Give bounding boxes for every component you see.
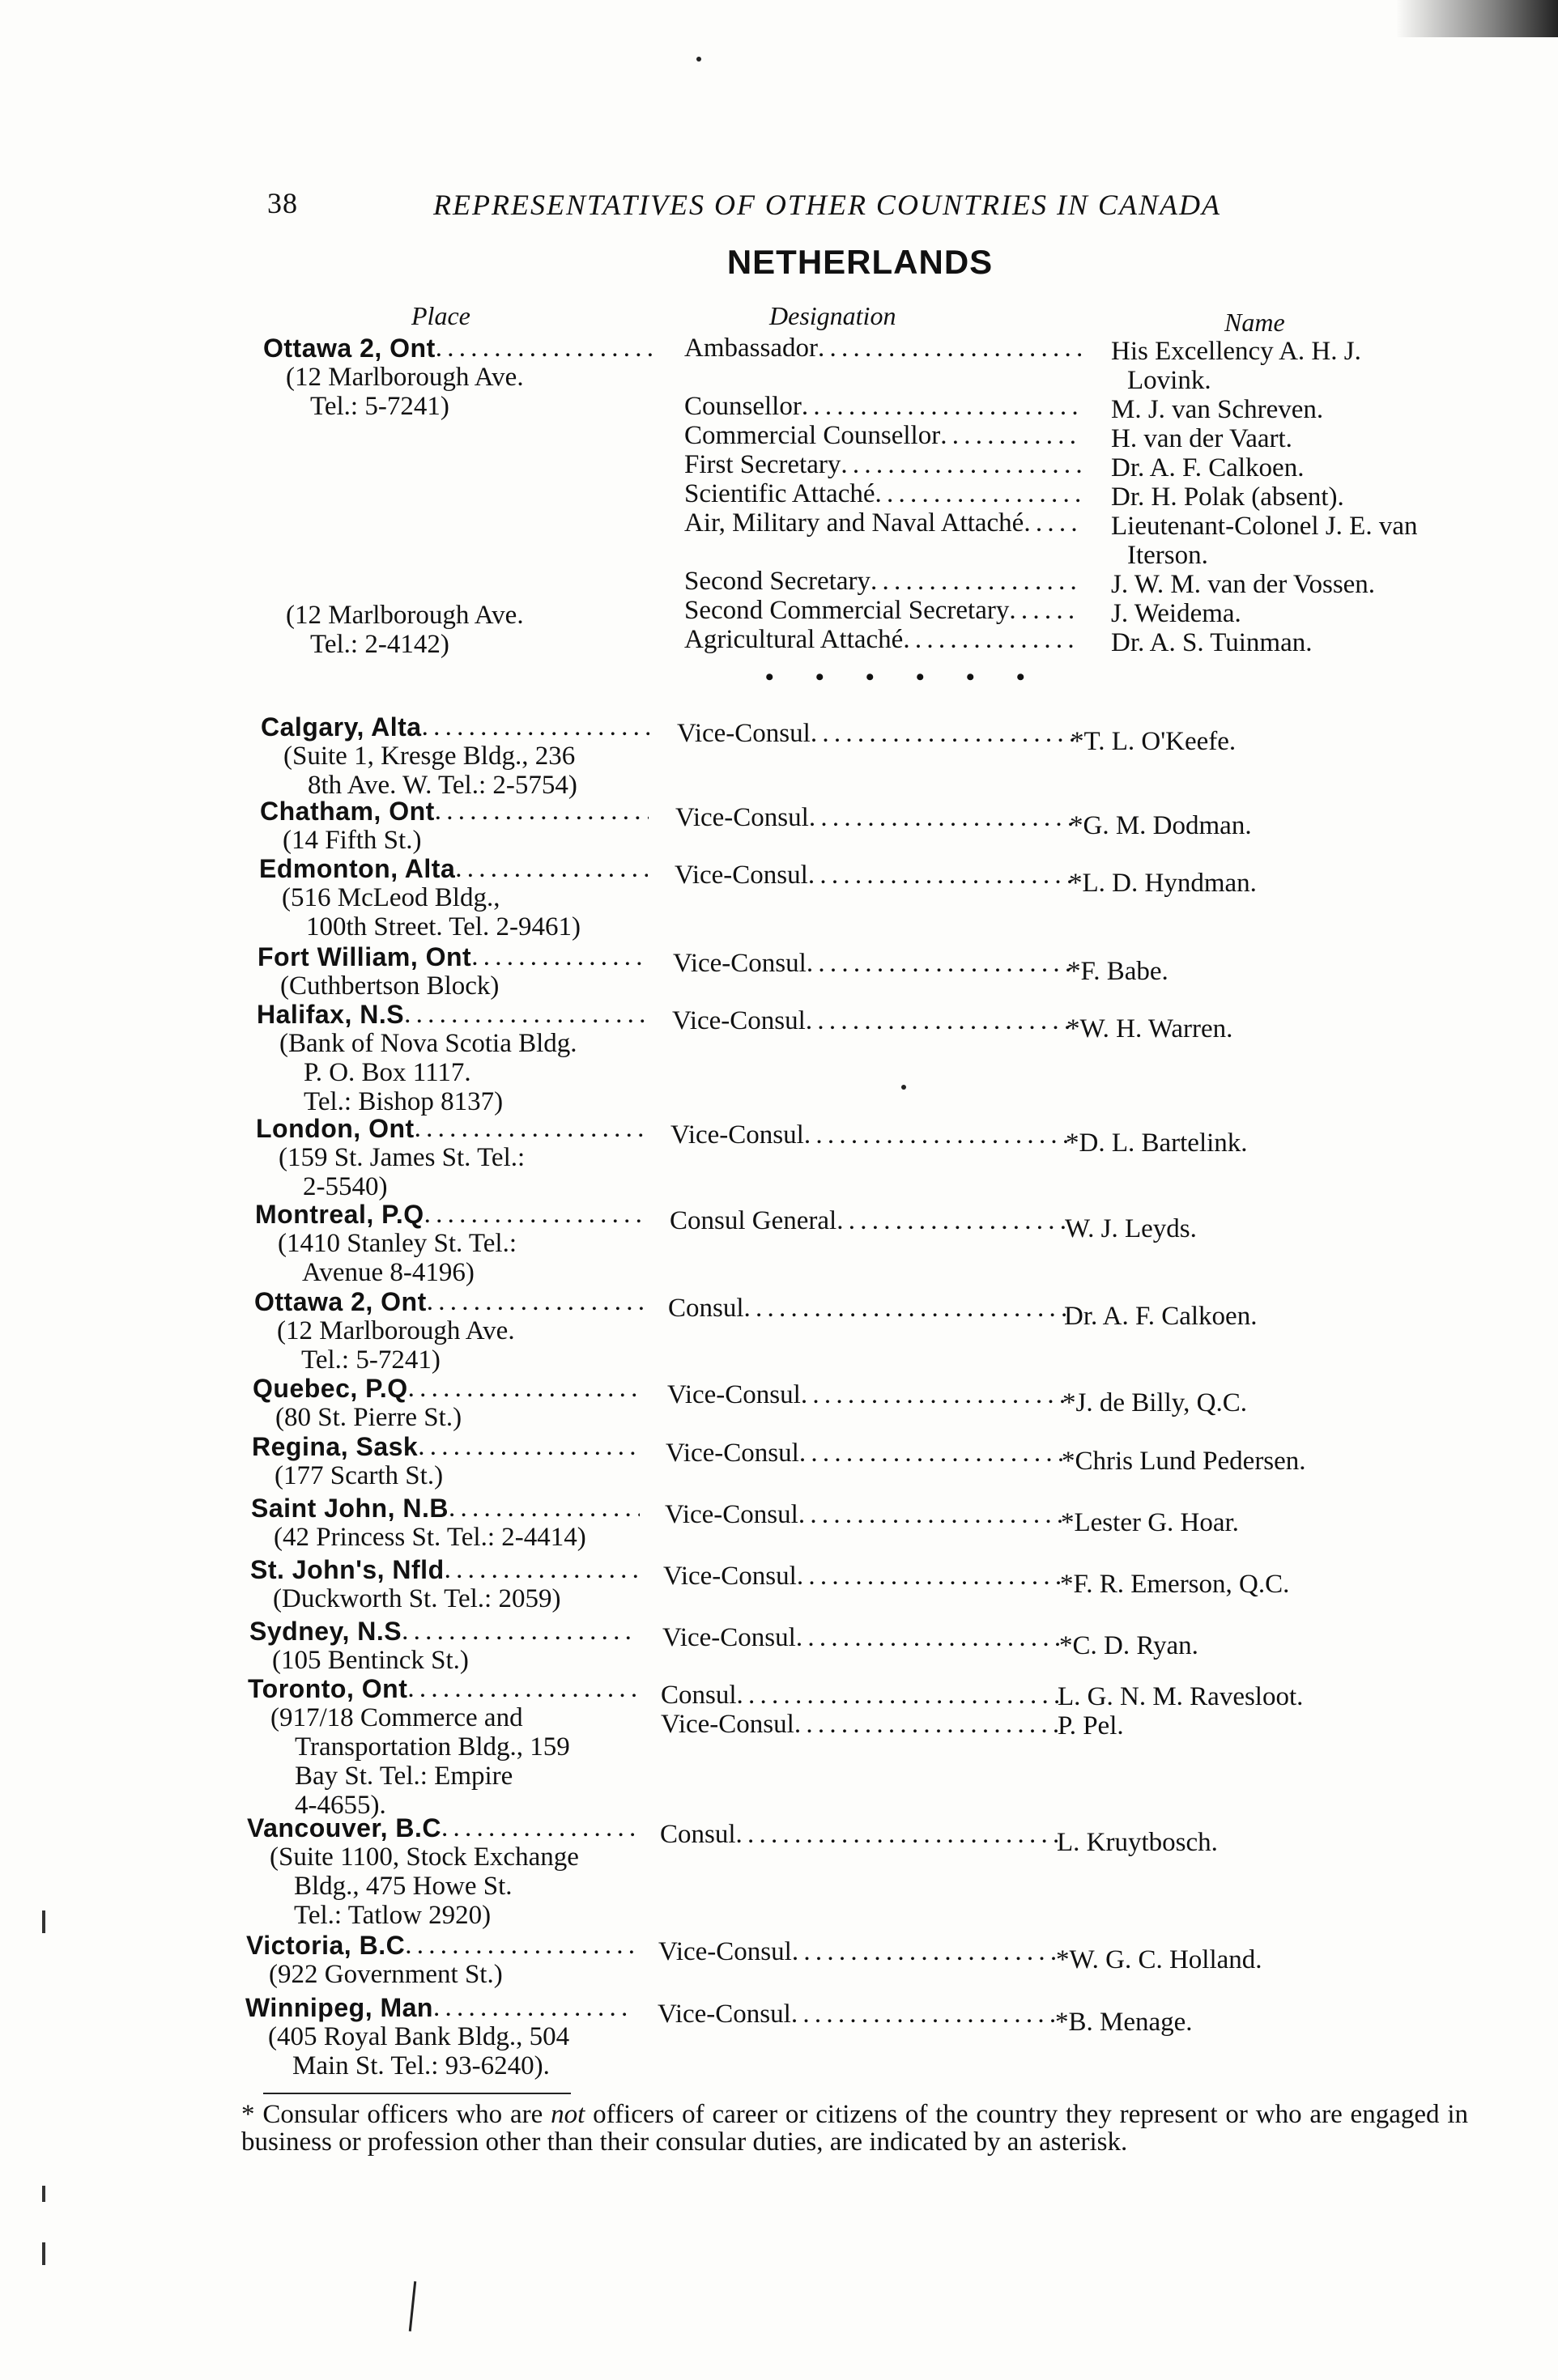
address-line: Tel.: 2-4142) xyxy=(310,630,449,659)
place-line-text: Ottawa 2, Ont xyxy=(254,1287,427,1316)
designation-line xyxy=(665,1500,1066,1529)
address-line: 4-4655). xyxy=(295,1791,386,1820)
name-line: L. Kruytbosch. xyxy=(1057,1828,1218,1857)
designation-line-text: Vice-Consul xyxy=(675,861,808,890)
name-line: *W. H. Warren. xyxy=(1066,1014,1233,1043)
page-number: 38 xyxy=(267,187,298,219)
place-line xyxy=(246,1931,635,1960)
designation-line-text: Counsellor xyxy=(684,392,802,421)
consulate-designation xyxy=(675,861,1072,890)
consulate-designation xyxy=(658,1937,1062,1966)
designation-line-text: Vice-Consul xyxy=(658,1937,792,1966)
consulate-place xyxy=(253,1374,641,1432)
address-line: P. O. Box 1117. xyxy=(304,1058,471,1087)
name-line: J. Weidema. xyxy=(1111,599,1241,628)
place-line-text: St. John's, Nfld xyxy=(250,1555,445,1584)
designation-line xyxy=(666,1439,1066,1468)
consulate-place xyxy=(245,1993,634,2080)
designation-line-text: Vice-Consul xyxy=(667,1380,801,1409)
address-line: Bay St. Tel.: Empire xyxy=(295,1762,513,1791)
name-line: *L. D. Hyndman. xyxy=(1069,869,1257,898)
consulate-designation xyxy=(665,1500,1066,1529)
place-line xyxy=(261,712,649,742)
consulate-place xyxy=(250,1555,639,1613)
address-line: (516 McLeod Bldg., xyxy=(282,883,500,912)
consulate-place xyxy=(255,1200,644,1287)
consulate-name xyxy=(1059,1631,1480,1660)
consulate-designation xyxy=(662,1623,1064,1652)
staff-designation xyxy=(684,392,1081,421)
staff-name xyxy=(1111,424,1532,453)
consulate-designation xyxy=(667,1380,1067,1409)
consulate-name xyxy=(1067,957,1488,986)
name-line: *G. M. Dodman. xyxy=(1070,811,1252,840)
address-line: (80 St. Pierre St.) xyxy=(275,1403,462,1432)
consulate-designation xyxy=(677,719,1074,748)
name-line: *B. Menage. xyxy=(1055,2008,1193,2037)
place-line xyxy=(251,1494,640,1523)
consulate-name xyxy=(1062,1388,1484,1417)
address-line: (405 Royal Bank Bldg., 504 xyxy=(268,2022,570,2051)
name-line: H. van der Vaart. xyxy=(1111,424,1292,453)
consulate-name xyxy=(1057,1828,1478,1857)
consulate-designation xyxy=(663,1562,1065,1591)
name-line: *W. G. C. Holland. xyxy=(1056,1945,1262,1974)
designation-line xyxy=(662,1623,1064,1652)
address-line: (42 Princess St. Tel.: 2-4414) xyxy=(274,1523,586,1552)
place-line-text: Victoria, B.C xyxy=(246,1931,406,1960)
name-line: *D. L. Bartelink. xyxy=(1066,1128,1248,1158)
place-line-text: Toronto, Ont xyxy=(248,1674,408,1703)
consulate-designation xyxy=(660,1820,1062,1849)
address-line: (105 Bentinck St.) xyxy=(272,1646,469,1675)
consulate-place xyxy=(257,1000,645,1116)
place-line-text: Vancouver, B.C xyxy=(247,1813,441,1842)
designation-line xyxy=(670,1206,1069,1235)
place-line-text: Winnipeg, Man xyxy=(245,1993,433,2022)
designation-line xyxy=(667,1380,1067,1409)
consulate-name xyxy=(1062,1447,1483,1476)
staff-name xyxy=(1111,599,1532,628)
name-line: M. J. van Schreven. xyxy=(1111,395,1324,424)
address-line: (Duckworth St. Tel.: 2059) xyxy=(273,1584,561,1613)
staff-designation xyxy=(684,334,1081,363)
place-line xyxy=(260,797,649,826)
address-line: 2-5540) xyxy=(303,1172,388,1201)
footnote-rule xyxy=(263,2093,571,2094)
embassy-place xyxy=(263,334,652,421)
consulate-place xyxy=(261,712,649,800)
staff-designation xyxy=(684,625,1081,654)
address-line: Avenue 8-4196) xyxy=(302,1258,475,1287)
scan-edge-mark xyxy=(42,2186,45,2202)
consulate-name xyxy=(1056,1945,1477,1974)
consulate-name xyxy=(1071,727,1492,756)
scan-edge-mark xyxy=(42,2242,45,2265)
scan-speck xyxy=(901,1085,906,1090)
designation-line xyxy=(673,949,1071,978)
column-header-name: Name xyxy=(1224,308,1285,337)
scan-corner-mark xyxy=(1396,0,1558,37)
place-line-text: Quebec, P.Q xyxy=(253,1374,408,1403)
place-line: Ottawa 2, Ont . . . xyxy=(263,334,652,363)
designation-line-text: Vice-Consul xyxy=(658,2000,791,2029)
designation-line-text: Ambassador xyxy=(684,334,818,363)
consulate-place xyxy=(252,1432,641,1490)
address-line: Tel.: Tatlow 2920) xyxy=(294,1901,492,1930)
designation-line-text: Vice-Consul xyxy=(663,1562,797,1591)
place-line-text: Halifax, N.S xyxy=(257,1000,405,1029)
designation-line-text: Vice-Consul xyxy=(672,1006,806,1035)
name-line: W. J. Leyds. xyxy=(1065,1214,1197,1243)
address-line: (Suite 1, Kresge Bldg., 236 xyxy=(283,742,576,771)
staff-designation xyxy=(684,421,1081,450)
scan-speck xyxy=(696,57,701,62)
designation-line xyxy=(684,334,1081,363)
place-line xyxy=(258,942,646,971)
designation-line-text: Air, Military and Naval Attaché xyxy=(684,508,1024,538)
staff-name xyxy=(1111,570,1532,599)
address-line: (12 Marlborough Ave. xyxy=(286,363,524,392)
designation-line xyxy=(684,450,1081,479)
staff-designation xyxy=(684,567,1081,596)
staff-designation xyxy=(684,596,1081,625)
column-header-place: Place xyxy=(411,301,470,330)
designation-line-text: Consul General xyxy=(670,1206,837,1235)
designation-line-text: First Secretary xyxy=(684,450,841,479)
staff-name xyxy=(1111,512,1532,570)
staff-name xyxy=(1111,395,1532,424)
designation-line-text: Second Secretary xyxy=(684,567,871,596)
designation-line xyxy=(677,719,1074,748)
name-line: Dr. A. S. Tuinman. xyxy=(1111,628,1313,657)
consulate-name xyxy=(1065,1214,1486,1243)
consulate-designation xyxy=(658,2000,1061,2029)
name-line: *Lester G. Hoar. xyxy=(1061,1508,1239,1537)
name-line: Dr. A. F. Calkoen. xyxy=(1111,453,1305,482)
address-line: (159 St. James St. Tel.: xyxy=(279,1143,526,1172)
designation-line xyxy=(663,1562,1065,1591)
designation-line xyxy=(672,1006,1071,1035)
designation-line-text: Consul xyxy=(668,1294,744,1323)
consulate-name xyxy=(1060,1570,1481,1599)
designation-line xyxy=(675,803,1073,832)
consulate-name xyxy=(1069,869,1490,898)
section-separator: • • • • • • xyxy=(765,664,1043,691)
place-line xyxy=(248,1674,636,1703)
designation-line xyxy=(670,1120,1070,1150)
embassy-second-address xyxy=(263,601,652,659)
address-line: Tel.: 5-7241) xyxy=(301,1345,441,1375)
name-line: *Chris Lund Pedersen. xyxy=(1062,1447,1306,1476)
address-line: 8th Ave. W. Tel.: 2-5754) xyxy=(308,771,577,800)
footnote-emphasis: not xyxy=(551,2100,585,2129)
country-heading: NETHERLANDS xyxy=(726,243,994,281)
consulate-name xyxy=(1070,811,1491,840)
consulate-designation xyxy=(675,803,1073,832)
designation-line-text: Consul xyxy=(660,1820,736,1849)
running-title: REPRESENTATIVES OF OTHER COUNTRIES IN CANADA xyxy=(433,189,1221,221)
designation-line-text: Vice-Consul xyxy=(661,1710,794,1739)
address-line: (177 Scarth St.) xyxy=(275,1461,444,1490)
consulate-name xyxy=(1066,1014,1488,1043)
place-line xyxy=(245,1993,634,2022)
address-line: (Cuthbertson Block) xyxy=(280,971,500,1001)
address-line: (14 Fifth St.) xyxy=(283,826,422,855)
name-line: Dr. H. Polak (absent). xyxy=(1111,482,1344,512)
designation-line xyxy=(684,596,1081,625)
address-line: (922 Government St.) xyxy=(269,1960,503,1989)
place-line xyxy=(256,1114,645,1143)
designation-line-text: Second Commercial Secretary xyxy=(684,596,1010,625)
consulate-place xyxy=(260,797,649,855)
place-line xyxy=(250,1555,639,1584)
consulate-name xyxy=(1064,1302,1485,1331)
column-header-designation: Designation xyxy=(769,301,896,330)
designation-line-text: Vice-Consul xyxy=(666,1439,799,1468)
place-line-text: Montreal, P.Q xyxy=(255,1200,424,1229)
designation-line xyxy=(658,2000,1061,2029)
designation-line-text: Vice-Consul xyxy=(675,803,809,832)
consulate-place xyxy=(259,854,648,941)
address-line: (12 Marlborough Ave. xyxy=(286,601,524,630)
place-line-text: Calgary, Alta xyxy=(261,712,422,742)
address-line: (Bank of Nova Scotia Bldg. xyxy=(279,1029,577,1058)
consulate-name xyxy=(1066,1128,1487,1158)
address-line: Tel.: 5-7241) xyxy=(310,392,449,421)
designation-line xyxy=(684,421,1081,450)
address-line: 100th Street. Tel. 2-9461) xyxy=(306,912,581,941)
name-line: Iterson. xyxy=(1127,541,1208,570)
staff-name xyxy=(1111,453,1532,482)
staff-name xyxy=(1111,628,1532,657)
staff-designation xyxy=(684,508,1081,538)
name-line: His Excellency A. H. J. xyxy=(1111,337,1361,366)
designation-line-text: Vice-Consul xyxy=(670,1120,804,1150)
consulate-designation xyxy=(661,1681,1063,1739)
consulate-place xyxy=(256,1114,645,1201)
place-line xyxy=(249,1617,638,1646)
designation-line-text: Commercial Counsellor xyxy=(684,421,941,450)
place-line xyxy=(257,1000,645,1029)
place-line xyxy=(255,1200,644,1229)
place-line xyxy=(252,1432,641,1461)
consulate-designation xyxy=(670,1120,1070,1150)
name-line: Dr. A. F. Calkoen. xyxy=(1064,1302,1258,1331)
designation-line-text: Vice-Consul xyxy=(662,1623,796,1652)
designation-line xyxy=(675,861,1072,890)
address-line: Transportation Bldg., 159 xyxy=(295,1732,570,1762)
consulate-place xyxy=(258,942,646,1001)
address-line: Main St. Tel.: 93-6240). xyxy=(292,2051,550,2080)
designation-line-text: Agricultural Attaché xyxy=(684,625,904,654)
address-line: Bldg., 475 Howe St. xyxy=(294,1872,513,1901)
address-line: Tel.: Bishop 8137) xyxy=(304,1087,504,1116)
staff-designation xyxy=(684,479,1081,508)
consulate-designation xyxy=(670,1206,1069,1235)
designation-line xyxy=(684,567,1081,596)
consulate-place xyxy=(248,1674,636,1820)
name-line: L. G. N. M. Ravesloot. xyxy=(1058,1682,1304,1711)
place-line xyxy=(259,854,648,883)
designation-line-text: Scientific Attaché xyxy=(684,479,875,508)
name-line: *F. Babe. xyxy=(1067,957,1168,986)
name-line: *C. D. Ryan. xyxy=(1059,1631,1198,1660)
designation-line xyxy=(658,1937,1062,1966)
designation-line-text: Vice-Consul xyxy=(677,719,811,748)
designation-line xyxy=(660,1820,1062,1849)
designation-line xyxy=(684,508,1081,538)
place-line-text: Fort William, Ont xyxy=(258,942,472,971)
consulate-designation xyxy=(668,1294,1068,1323)
consulate-place xyxy=(251,1494,640,1552)
consulate-place xyxy=(254,1287,643,1375)
consulate-designation xyxy=(672,1006,1071,1035)
place-line-text: Chatham, Ont xyxy=(260,797,435,826)
address-line: (917/18 Commerce and xyxy=(270,1703,523,1732)
consulate-place xyxy=(246,1931,635,1989)
scan-edge-mark xyxy=(42,1910,45,1933)
designation-line-text: Consul xyxy=(661,1681,737,1710)
name-line: J. W. M. van der Vossen. xyxy=(1111,570,1376,599)
place-line-text: Edmonton, Alta xyxy=(259,854,456,883)
place-line-text: Saint John, N.B xyxy=(251,1494,449,1523)
name-line: P. Pel. xyxy=(1058,1711,1124,1740)
staff-name xyxy=(1111,482,1532,512)
designation-line-text: Vice-Consul xyxy=(673,949,807,978)
designation-line xyxy=(684,392,1081,421)
designation-line xyxy=(684,479,1081,508)
consulate-designation xyxy=(673,949,1071,978)
consulate-name xyxy=(1058,1682,1479,1740)
address-line: (1410 Stanley St. Tel.: xyxy=(278,1229,517,1258)
place-line-text: Regina, Sask xyxy=(252,1432,419,1461)
consulate-name xyxy=(1061,1508,1482,1537)
designation-line-text: Vice-Consul xyxy=(665,1500,798,1529)
address-line: (12 Marlborough Ave. xyxy=(277,1316,515,1345)
footnote: * Consular officers who are not officers of career or citizens of the country they represent or who are engaged in business or profession other than their consular duties, are indicated by an asterisk. xyxy=(241,2100,1469,2157)
address-line: (Suite 1100, Stock Exchange xyxy=(270,1842,579,1872)
name-line: Lovink. xyxy=(1127,366,1211,395)
designation-line xyxy=(661,1681,1063,1710)
consulate-place xyxy=(247,1813,636,1930)
place-line xyxy=(254,1287,643,1316)
scan-stroke-mark xyxy=(409,2281,416,2331)
staff-designation xyxy=(684,450,1081,479)
name-line: *F. R. Emerson, Q.C. xyxy=(1060,1570,1290,1599)
name-line: Lieutenant-Colonel J. E. van xyxy=(1111,512,1418,541)
designation-line xyxy=(668,1294,1068,1323)
consulate-designation xyxy=(666,1439,1066,1468)
designation-line xyxy=(684,625,1081,654)
place-line xyxy=(253,1374,641,1403)
name-line: *J. de Billy, Q.C. xyxy=(1062,1388,1247,1417)
name-line: *T. L. O'Keefe. xyxy=(1071,727,1237,756)
place-line-text: London, Ont xyxy=(256,1114,415,1143)
place-line-text: Sydney, N.S xyxy=(249,1617,402,1646)
staff-name xyxy=(1111,337,1532,395)
consulate-name xyxy=(1055,2008,1476,2037)
place-line xyxy=(247,1813,636,1842)
designation-line xyxy=(661,1710,1063,1739)
consulate-place xyxy=(249,1617,638,1675)
